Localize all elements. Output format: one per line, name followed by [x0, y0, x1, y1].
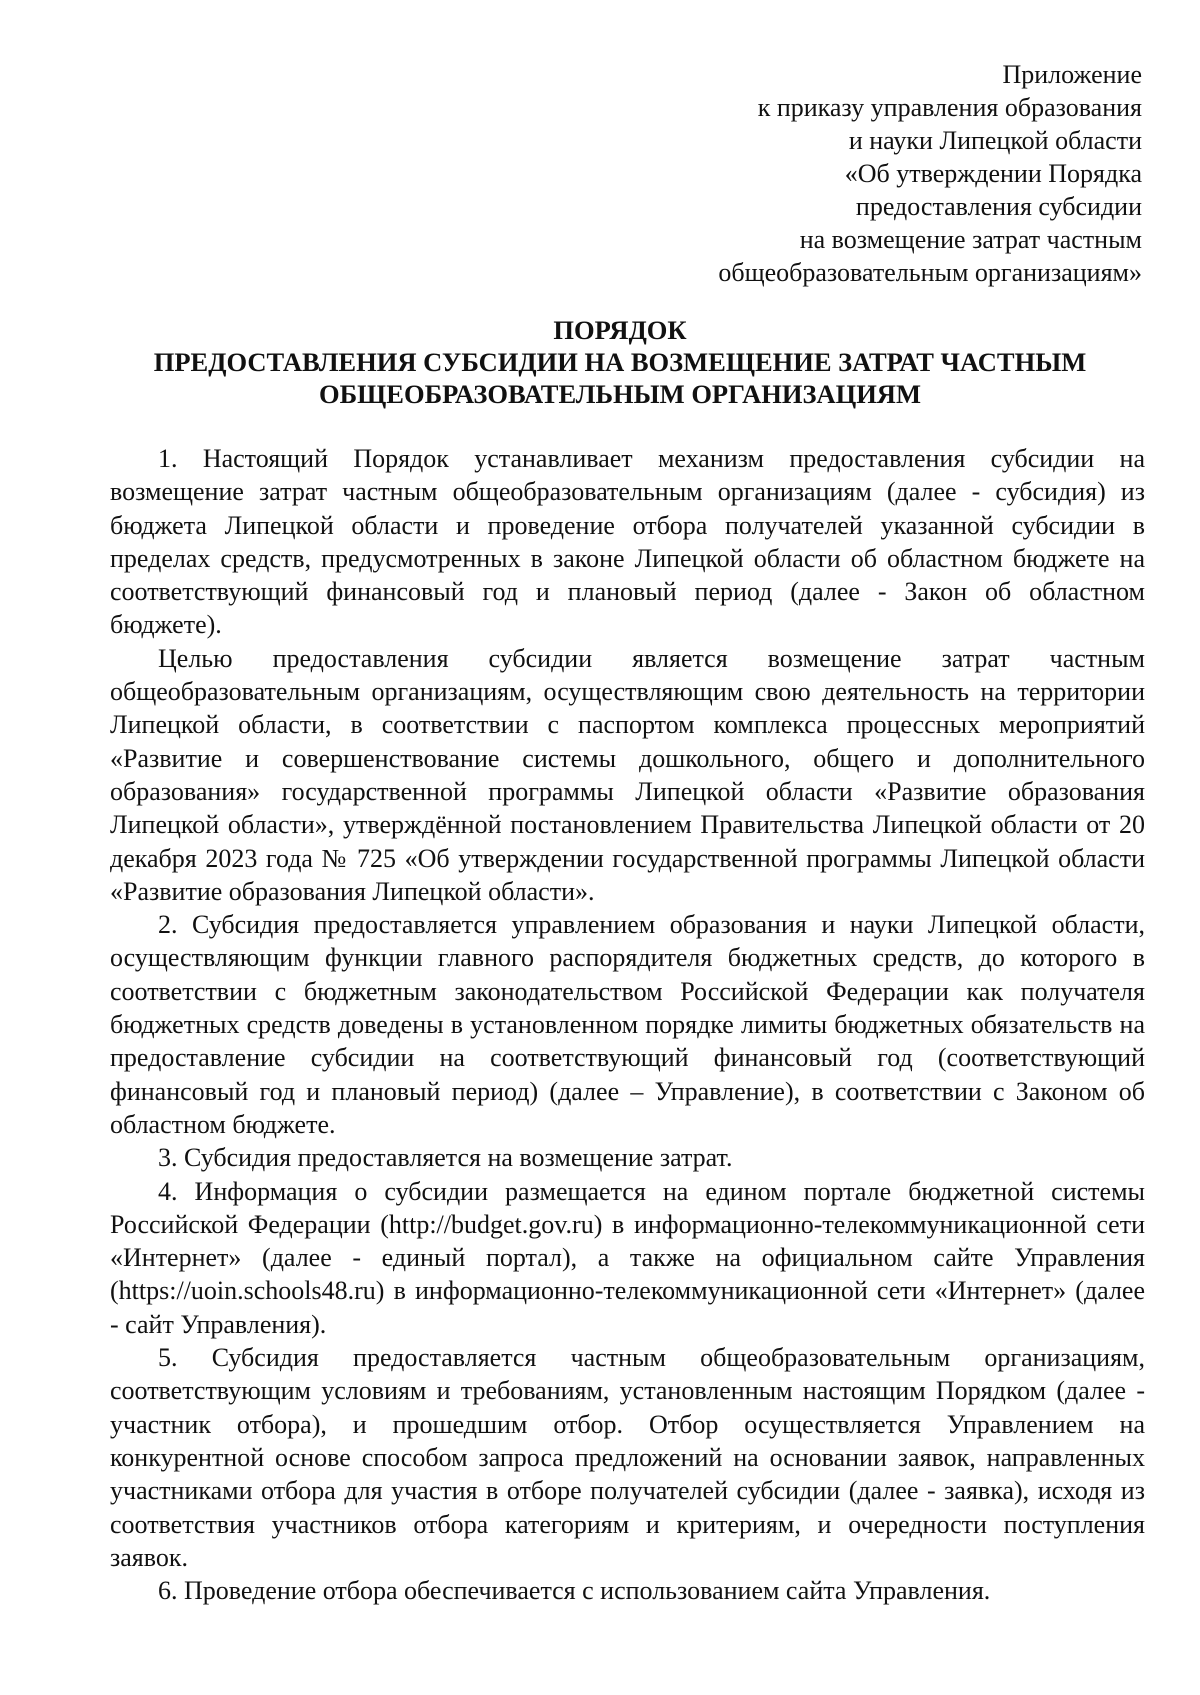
appendix-line: на возмещение затрат частным: [799, 225, 1142, 254]
paragraph-purpose: Целью предоставления субсидии является возмещение затрат частным общеобразовательным организациям, осуществляющим свою деятельность на территории Липецкой области, в соответствии с паспортом комплекса процессных мероприятий «Развитие и совершенствование системы дошкольного, общего и дополнительного образования» государственной программы Липецкой области «Развитие образования Липецкой области», утверждённой постановлением Правительства Липецкой области от 20 декабря 2023 года № 725 «Об утверждении государственной программы Липецкой области «Развитие образования Липецкой области».: [110, 643, 1145, 906]
document-title: [100, 314, 1140, 410]
appendix-line: Приложение: [1002, 60, 1142, 89]
appendix-line: к приказу управления образования: [757, 93, 1142, 122]
paragraph-1: 1. Настоящий Порядок устанавливает механизм предоставления субсидии на возмещение затрат частным общеобразовательным организациям (далее - субсидия) из бюджета Липецкой области и проведение отбора получателей указанной субсидии в пределах средств, предусмотренных в законе Липецкой области об областном бюджете на соответствующий финансовый год и плановый период (далее - Закон об областном бюджете).: [110, 444, 1145, 640]
paragraph-5: 5. Субсидия предоставляется частным общеобразовательным организациям, соответствующим условиям и требованиям, установленным настоящим Порядком (далее - участник отбора), и прошедшим отбор. Отбор осуществляется Управлением на конкурентной основе способом запроса предложений на основании заявок, направленных участниками отбора для участия в отборе получателей субсидии (далее - заявка), исходя из соответствия участников отбора категориям и критериям, и очередности поступления заявок.: [110, 1343, 1145, 1572]
document-body: [110, 442, 1145, 1607]
appendix-line: предоставления субсидии: [855, 192, 1142, 221]
paragraph-4: 4. Информация о субсидии размещается на едином портале бюджетной системы Российской Федерации (http://budget.gov.ru) в информационно-телекоммуникационной сети «Интернет» (далее - единый портал), а также на официальном сайте Управления (https://uoin.schools48.ru) в информационно-телекоммуникационной сети «Интернет» (далее - сайт Управления).: [110, 1176, 1145, 1339]
paragraph-3: 3. Субсидия предоставляется на возмещение затрат.: [158, 1143, 733, 1173]
appendix-header: [582, 58, 1142, 289]
appendix-line: и науки Липецкой области: [848, 126, 1142, 155]
paragraph-2: 2. Субсидия предоставляется управлением образования и науки Липецкой области, осуществляющим функции главного распорядителя бюджетных средств, до которого в соответствии с бюджетным законодательством Российской Федерации как получателя бюджетных средств доведены в установленном порядке лимиты бюджетных обязательств на предоставление субсидии на соответствующий финансовый год (соответствующий финансовый год и плановый период) (далее – Управление), в соответствии с Законом об областном бюджете.: [110, 910, 1145, 1139]
title-line-2: ПРЕДОСТАВЛЕНИЯ СУБСИДИИ НА ВОЗМЕЩЕНИЕ ЗАТРАТ ЧАСТНЫМ: [153, 347, 1087, 377]
appendix-line: «Об утверждении Порядка: [844, 159, 1142, 188]
title-line-3: ОБЩЕОБРАЗОВАТЕЛЬНЫМ ОРГАНИЗАЦИЯМ: [319, 379, 921, 409]
appendix-line: общеобразовательным организациям»: [718, 258, 1142, 287]
title-line-1: ПОРЯДОК: [553, 315, 687, 345]
paragraph-6: 6. Проведение отбора обеспечивается с использованием сайта Управления.: [158, 1576, 991, 1606]
